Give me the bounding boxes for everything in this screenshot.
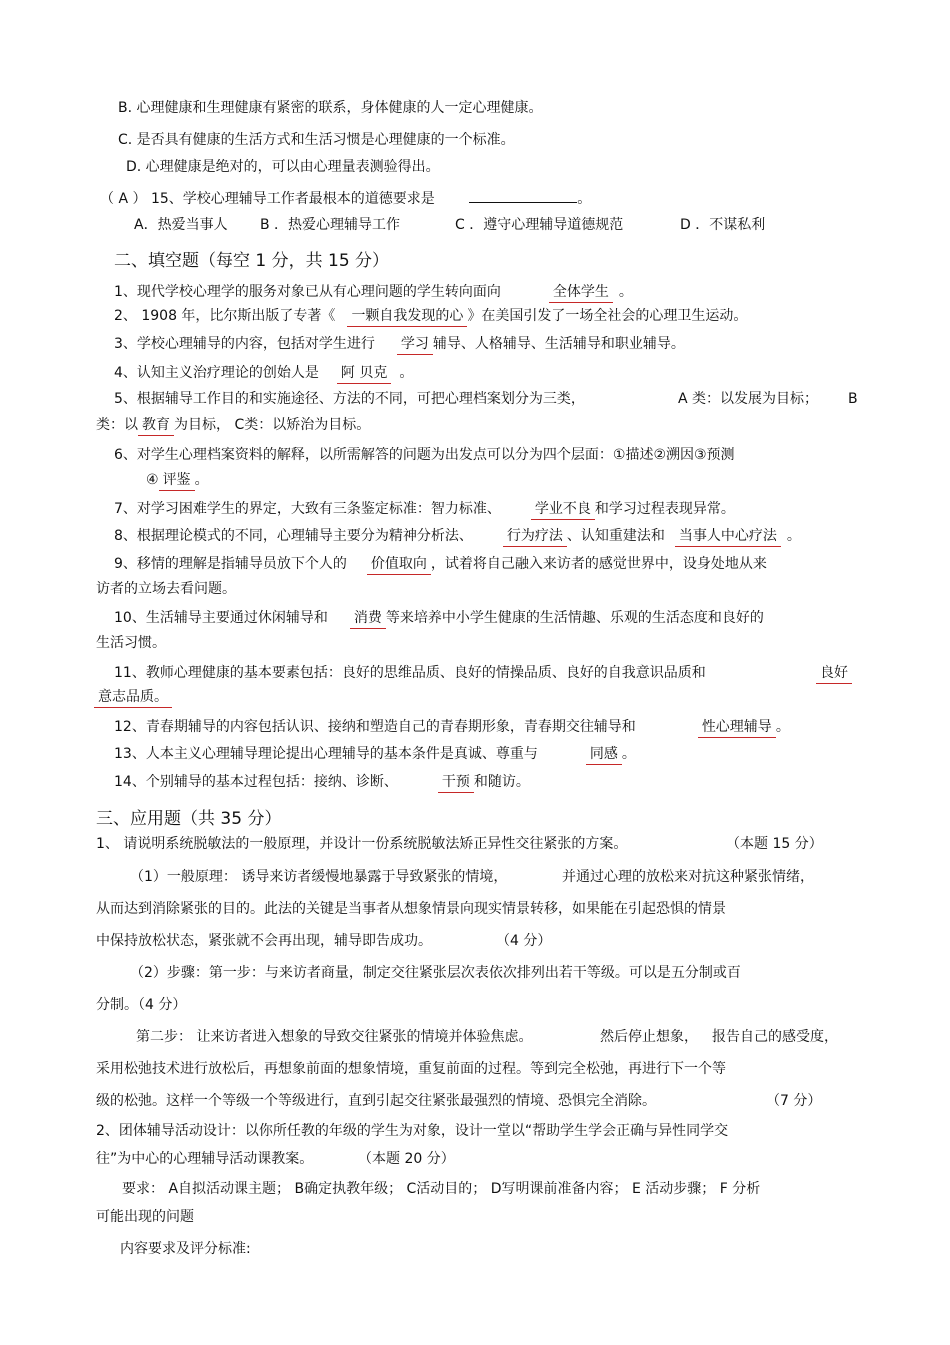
fill-q14: 14、个别辅导的基本过程包括：接纳、诊断、 干预 和随访。 [114,773,530,793]
fill-q12: 12、青春期辅导的内容包括认识、接纳和塑造自己的青春期形象，青春期交往辅导和 性心理辅导 。 [114,718,790,738]
app-p2-line1: （2）步骤：第一步：与来访者商量，制定交往紧张层次表依次排列出若干等级。可以是五分制或百 [130,965,741,981]
q15-option-c: C ．遵守心理辅导道德规范 [455,217,624,233]
fill-q5-line2: 类：以 教育 为目标， C类：以矫治为目标。 [96,416,370,436]
answer: 良好 [816,664,852,684]
answer: 全体学生 [549,283,613,303]
option-d: D. 心理健康是绝对的，可以由心理量表测验得出。 [126,159,440,175]
fill-q5-line1: 5、根据辅导工作目的和实施途径、方法的不同，可把心理档案划分为三类， [114,391,585,407]
fill-q4: 4、认知主义治疗理论的创始人是 阿 贝克 。 [114,364,413,384]
q15-text: 15、学校心理辅导工作者最根本的道德要求是 [150,191,435,207]
fill-q2: 2、 1908 年，比尔斯出版了专著《 一颗自我发现的心 》在美国引发了一场全社会的心理卫生运动。 [114,307,747,327]
option-b: B. 心理健康和生理健康有紧密的联系，身体健康的人一定心理健康。 [118,100,543,116]
answer: 性心理辅导 [698,718,776,738]
fill-q11: 11、教师心理健康的基本要素包括：良好的思维品质、良好的情操品质、良好的自我意识品质和 [114,665,706,681]
app-p1-score: （4 分） [496,933,552,949]
app-p3-score: （7 分） [766,1093,822,1109]
answer: 教育 [138,416,174,436]
app-q2-line2: 往”为中心的心理辅导活动课教案。 [96,1151,314,1167]
fill-q5-class-b: B [848,391,858,407]
fill-q7: 7、对学习困难学生的界定，大致有三条鉴定标准：智力标准、 学业不良 和学习过程表现异常。 [114,500,735,520]
answer: 一颗自我发现的心 [347,307,467,327]
app-p3-line2: 采用松弛技术进行放松后，再想象前面的想象情境，重复前面的过程。等到完全松弛，再进行下一个等 [96,1061,726,1077]
answer: 行为疗法 [503,527,567,547]
q15-answer: （ A ） [100,191,147,207]
question-15: （ A ） 15、学校心理辅导工作者最根本的道德要求是 。 [100,188,591,208]
app-heading: 三、应用题（共 35 分） [96,809,282,829]
app-p1-line3: 中保持放松状态，紧张就不会再出现，辅导即告成功。 [96,933,432,949]
answer: 阿 贝克 [337,364,391,384]
answer: 消费 [350,609,386,629]
fill-q3: 3、学校心理辅导的内容，包括对学生进行 学习 辅导、人格辅导、生活辅导和职业辅导。 [114,335,685,355]
answer: 干预 [438,773,474,793]
app-criteria: 内容要求及评分标准: [120,1241,251,1257]
answer: 当事人中心疗法 [675,527,781,547]
fill-q11-answer-a [816,664,852,684]
option-c: C. 是否具有健康的生活方式和生活习惯是心理健康的一个标准。 [118,132,515,148]
fill-q11-answer-b [94,688,172,708]
answer: 学习 [397,335,433,355]
fill-heading: 二、填空题（每空 1 分，共 15 分） [114,251,390,271]
fill-q6-line1: 6、对学生心理档案资料的解释，以所需解答的问题为出发点可以分为四个层面：①描述②溯因③预测 [114,447,735,463]
fill-q1: 1、现代学校心理学的服务对象已从有心理问题的学生转向面向 全体学生 。 [114,283,633,303]
app-p1-line2: 从而达到消除紧张的目的。此法的关键是当事者从想象情景向现实情景转移，如果能在引起恐惧的情景 [96,901,726,917]
fill-q10: 10、生活辅导主要通过休闲辅导和 消费 等来培养中小学生健康的生活情趣、乐观的生活态度和良好的 [114,609,764,629]
app-p2-line2: 分制。（4 分） [96,997,187,1013]
q15-option-b: B ．热爱心理辅导工作 [260,217,401,233]
q15-option-d: D ．不谋私利 [680,217,766,233]
app-q1: 1、 请说明系统脱敏法的一般原理，并设计一份系统脱敏法矫正异性交往紧张的方案。 [96,836,628,852]
app-p3-c: 报告自己的感受度， [712,1029,838,1045]
answer: 评鉴 [159,471,195,491]
q15-option-a: A．热爱当事人 [134,217,228,233]
app-requirements-line2: 可能出现的问题 [96,1209,194,1225]
app-p1-a: （1）一般原理： 诱导来访者缓慢地暴露于导致紧张的情境， [130,869,508,885]
app-p3-line3: 级的松弛。这样一个等级一个等级进行，直到引起交往紧张最强烈的情境、恐惧完全消除。 [96,1093,656,1109]
fill-q13: 13、人本主义心理辅导理论提出心理辅导的基本条件是真诚、尊重与 同感 。 [114,745,636,765]
app-p3-a: 第二步： 让来访者进入想象的导致交往紧张的情境并体验焦虑。 [136,1029,533,1045]
fill-q9: 9、移情的理解是指辅导员放下个人的 价值取向 ，试着将自己融入来访者的感觉世界中，设身处地从来 [114,555,767,575]
q15-blank [469,188,577,203]
app-q2-line1: 2、团体辅导活动设计：以你所任教的年级的学生为对象，设计一堂以“帮助学生学会正确与异性同学交 [96,1123,729,1139]
fill-q8: 8、根据理论模式的不同，心理辅导主要分为精神分析法、 行为疗法 、认知重建法和 当事人中心疗法 。 [114,527,801,547]
fill-q5-class-a: A 类：以发展为目标； [678,391,819,407]
fill-q6-line2: ④ 评鉴 。 [146,471,209,491]
app-requirements: 要求： A自拟活动课主题； B确定执教年级； C活动目的； D写明课前准备内容； E 活动步骤； F 分析 [122,1181,761,1197]
app-q2-score: （本题 20 分） [358,1151,455,1167]
app-q1-score: （本题 15 分） [726,836,823,852]
app-p3-b: 然后停止想象， [600,1029,698,1045]
fill-q10-line2: 生活习惯。 [96,635,166,651]
answer: 价值取向 [367,555,431,575]
app-p1-b: 并通过心理的放松来对抗这种紧张情绪， [562,869,814,885]
answer: 同感 [586,745,622,765]
fill-q9-line2: 访者的立场去看问题。 [96,581,236,597]
answer: 学业不良 [531,500,595,520]
answer: 意志品质。 [94,688,172,708]
